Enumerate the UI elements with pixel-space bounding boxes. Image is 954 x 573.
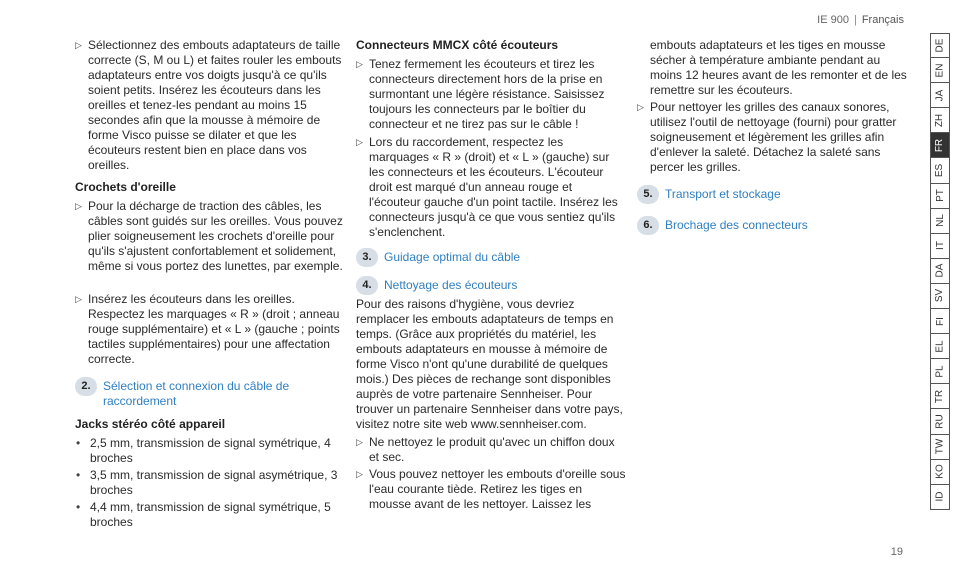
column-3 bbox=[637, 38, 909, 235]
instruction-item: ▷ Ne nettoyez le produit qu'avec un chiffon doux et sec. bbox=[356, 435, 626, 465]
tab-label: IT bbox=[934, 241, 946, 251]
tab-el[interactable] bbox=[930, 334, 950, 359]
tab-ja[interactable] bbox=[930, 83, 950, 108]
subheading-ear-hooks: Crochets d'oreille bbox=[75, 180, 176, 194]
tab-tw[interactable] bbox=[930, 435, 950, 460]
tab-label: RU bbox=[934, 414, 946, 429]
tab-label: PL bbox=[934, 365, 946, 378]
tab-ko[interactable] bbox=[930, 460, 950, 485]
instruction-item: ▷ Insérez les écouteurs dans les oreilles. Respectez les marquages « R » (droit ; anneau rouge supplémentaire) et « L » (gauche ; points tactiles supplémentaires) pour une affectation correcte. bbox=[75, 292, 345, 367]
column-1 bbox=[75, 38, 345, 530]
section-heading-5 bbox=[637, 185, 909, 204]
product-name: IE 900 bbox=[817, 14, 849, 26]
instruction-item: ▷ Sélectionnez des embouts adaptateurs de taille correcte (S, M ou L) et faites rouler les embouts adaptateurs entre vos doigts jusqu'à ce qu'ils soient petits. Insérez les écouteurs dans les oreilles et tenez-les pendant au moins 15 secondes afin que la mousse à mémoire de forme Visco puisse se dilater et que les écouteurs restent bien en place dans vos oreilles. bbox=[75, 38, 345, 173]
tab-label: KO bbox=[934, 464, 946, 479]
subheading-stereo-jacks: Jacks stéréo côté appareil bbox=[75, 417, 226, 431]
tab-label: SV bbox=[934, 289, 946, 303]
section-title: Brochage des connecteurs bbox=[665, 218, 808, 232]
instruction-item: ▷ Vous pouvez nettoyer les embouts d'oreille sous l'eau courante tiède. Retirez les tiges en mousse avant de les nettoyer. Laissez les bbox=[356, 467, 626, 512]
tab-label: EL bbox=[934, 340, 946, 353]
tab-en[interactable] bbox=[930, 58, 950, 83]
instruction-item: ▷ Tenez fermement les écouteurs et tirez les connecteurs directement hors de la prise en surmontant une légère résistance. Saisissez toujours les connecteurs par le boîtier du connecteur et ne tirez pas sur le câble ! bbox=[356, 57, 626, 132]
paragraph-continuation: embouts adaptateurs et les tiges en mousse sécher à température ambiante pendant au moins 12 heures avant de les remonter et de les remettre sur les écouteurs. bbox=[650, 38, 907, 97]
tab-label: FI bbox=[934, 316, 946, 326]
page-number: 19 bbox=[890, 546, 903, 558]
tab-label: ZH bbox=[934, 113, 946, 127]
section-number: 4. bbox=[356, 276, 378, 295]
tab-id[interactable] bbox=[930, 485, 950, 510]
page-header bbox=[817, 13, 904, 28]
current-language: Français bbox=[861, 14, 904, 26]
section-title: Sélection et connexion du câble de raccordement bbox=[103, 379, 290, 408]
tab-label: TR bbox=[934, 389, 946, 404]
section-heading-3 bbox=[356, 248, 626, 267]
paragraph-hygiene: Pour des raisons d'hygiène, vous devriez remplacer les embouts adaptateurs de temps en temps. (Grâce aux propriétés du matériel, les embouts adaptateurs en mousse à mémoire de forme Visco n'ont qu'une durabilité de quelques mois.) Des pièces de rechange sont disponibles auprès de votre partenaire Sennheiser. Pour trouver un partenaire Sennheiser dans votre pays, visitez notre site web www.sennheiser.com. bbox=[356, 297, 623, 431]
tab-label: ID bbox=[934, 491, 946, 502]
tab-label: DA bbox=[934, 263, 946, 278]
tab-label: TW bbox=[934, 438, 946, 455]
instruction-item: ▷ Pour la décharge de traction des câbles, les câbles sont guidés sur les oreilles. Vous pouvez plier soigneusement les crochets d'oreille pour qu'ils s'ajustent confortablement et solidement, même si vous portez des lunettes, par exemple. bbox=[75, 199, 345, 274]
tab-fr[interactable] bbox=[930, 133, 950, 158]
tab-de[interactable] bbox=[930, 33, 950, 58]
section-heading-2 bbox=[75, 377, 345, 409]
section-title: Transport et stockage bbox=[665, 187, 781, 201]
tab-label: EN bbox=[934, 63, 946, 78]
instruction-item: ▷ Pour nettoyer les grilles des canaux sonores, utilisez l'outil de nettoyage (fourni) pour gratter soigneusement et légèrement les grilles afin d'enlever la saleté. Détachez la saleté sans percer les grilles. bbox=[637, 100, 909, 175]
header-separator: | bbox=[853, 14, 857, 26]
language-tabs bbox=[930, 33, 952, 510]
section-number: 2. bbox=[75, 377, 97, 396]
list-item: • 4,4 mm, transmission de signal symétrique, 5 broches bbox=[75, 500, 345, 530]
tab-it[interactable] bbox=[930, 234, 950, 259]
section-title: Guidage optimal du câble bbox=[384, 250, 521, 264]
section-number: 6. bbox=[637, 216, 659, 235]
tab-fi[interactable] bbox=[930, 309, 950, 334]
instruction-item: ▷ Lors du raccordement, respectez les marquages « R » (droit) et « L » (gauche) sur les connecteurs et les écouteurs. L'écouteur droit est marqué d'un anneau rouge et l'écouteur gauche d'un point tactile. Insérez les connecteurs jusqu'à ce que vous sentiez qu'ils s'enclenchent. bbox=[356, 135, 626, 240]
tab-label: DE bbox=[934, 38, 946, 53]
tab-nl[interactable] bbox=[930, 209, 950, 234]
tab-label: ES bbox=[934, 163, 946, 178]
section-heading-4 bbox=[356, 276, 626, 295]
tab-ru[interactable] bbox=[930, 409, 950, 434]
tab-sv[interactable] bbox=[930, 284, 950, 309]
tab-label: NL bbox=[934, 214, 946, 228]
subheading-mmcx: Connecteurs MMCX côté écouteurs bbox=[356, 38, 559, 52]
tab-es[interactable] bbox=[930, 158, 950, 183]
section-number: 5. bbox=[637, 185, 659, 204]
section-heading-6 bbox=[637, 216, 909, 235]
tab-label: JA bbox=[934, 89, 946, 102]
tab-label: FR bbox=[934, 138, 946, 153]
list-item: • 2,5 mm, transmission de signal symétrique, 4 broches bbox=[75, 436, 345, 466]
tab-zh[interactable] bbox=[930, 108, 950, 133]
tab-tr[interactable] bbox=[930, 384, 950, 409]
list-item: • 3,5 mm, transmission de signal asymétrique, 3 broches bbox=[75, 468, 345, 498]
column-2 bbox=[356, 38, 626, 512]
tab-da[interactable] bbox=[930, 259, 950, 284]
tab-pt[interactable] bbox=[930, 184, 950, 209]
tab-pl[interactable] bbox=[930, 359, 950, 384]
section-title: Nettoyage des écouteurs bbox=[384, 278, 518, 292]
tab-label: PT bbox=[934, 189, 946, 202]
section-number: 3. bbox=[356, 248, 378, 267]
